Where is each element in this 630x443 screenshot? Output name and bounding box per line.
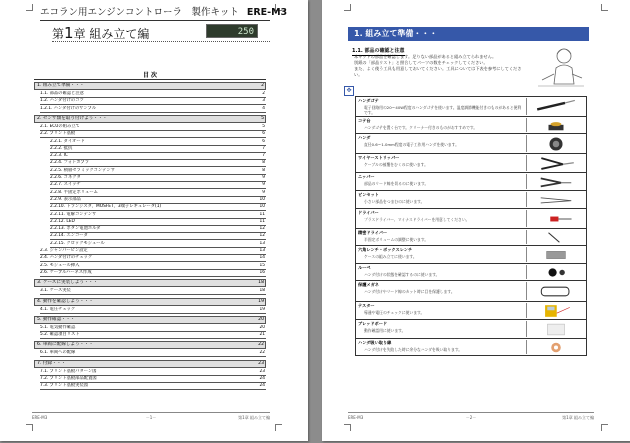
toc-entry-row (40, 332, 266, 339)
tool-row (355, 302, 587, 320)
page-footer (32, 412, 270, 421)
tool-image (526, 135, 585, 152)
tool-image (526, 265, 585, 279)
toc-entry-row (50, 241, 266, 248)
toc-page-number: 18 (258, 280, 264, 286)
toc-page-number: 20 (258, 316, 264, 322)
footer-page-number: －1－ (145, 415, 157, 420)
toc-entry-text: 3.1. ケース実装 (40, 288, 71, 294)
intro-line: 本キットの部品を確認します。足りない部品があると組み立てられません。 (354, 54, 497, 59)
toc-page-number: 2 (262, 91, 265, 96)
toc-entry-row (50, 212, 266, 219)
tool-name: ブレッドボード (358, 321, 388, 326)
tool-row (355, 281, 587, 302)
tweezers-icon (527, 192, 585, 208)
model-code: ERE-M3 (246, 7, 288, 18)
tool-description: 動作確認用に使います。 (364, 328, 406, 333)
toc-page-number: 13 (259, 248, 265, 253)
toc-page-number: 24 (259, 383, 265, 389)
toc-section-row (34, 316, 266, 324)
toc-entry-row (50, 190, 266, 197)
tool-description: プラスドライバー、マイナスドライバーを用意してください。 (364, 217, 470, 222)
tool-image (526, 303, 585, 318)
footer-right: 第1章 組み立て編 (562, 415, 594, 420)
toc-entry-row (40, 131, 266, 138)
tool-row (355, 191, 587, 209)
toc-entry-text: 2.2. プリント基板 (40, 131, 76, 137)
tool-name: 精密ドライバー (358, 230, 388, 235)
toc-entry-text: 2.2.9. 表示部品 (50, 196, 81, 202)
toc-page-number: 4 (262, 105, 265, 111)
toc-entry-row (50, 153, 266, 160)
toc-page-number: 15 (259, 262, 265, 268)
tool-description: ハンダ付けを失敗した時に余分なハンダを吸い取ります。 (364, 347, 463, 352)
tool-image (526, 210, 585, 227)
toc-page-number: 10 (259, 204, 265, 210)
toc-entry-text: 1. 組み立て準備・・・ (37, 83, 85, 88)
toc-entry-row (50, 146, 266, 153)
toc-page-number: 12 (259, 233, 265, 239)
screwdriver-icon (527, 210, 585, 228)
toc-page-number: 23 (259, 368, 265, 374)
tool-name: ワイヤーストリッパー (358, 155, 400, 160)
toc-page-number: 18 (259, 288, 265, 294)
intro-text (354, 54, 524, 78)
intro-line: また、よく使う工具も用意しておいてください。工具については下表を参考にしてください。 (354, 66, 522, 77)
toc-entry-row (50, 219, 266, 226)
crop-mark (601, 424, 608, 431)
toc-entry-text: 2.2.7. スイッチ (50, 182, 81, 188)
toc-entry-text: 5.2. 確認項目リスト (40, 332, 80, 338)
tool-image (526, 118, 585, 132)
toc-page-number: 20 (259, 324, 265, 330)
tool-description: ケーブルの被覆をむくのに使います。 (364, 162, 428, 167)
toc-page-number: 5 (262, 123, 265, 129)
footer-left: ERE-M3 (348, 415, 364, 420)
tool-image (526, 174, 585, 189)
tool-image (526, 340, 585, 354)
toc-entry-text: 2.2.1. ダイオード (50, 138, 85, 144)
crop-mark (344, 424, 351, 431)
toc-page-number: 9 (262, 189, 265, 195)
toc-entry-row (40, 325, 266, 332)
crop-mark (26, 424, 33, 431)
toc-entry-text: 7.3. プリント基板実装図 (40, 383, 89, 389)
footer-right: 第1章 組み立て編 (238, 415, 270, 420)
goggles-icon (527, 282, 585, 301)
toc-page-number: 19 (259, 306, 265, 312)
toc-entry-row (40, 270, 266, 277)
toc-entry-text: 1.1. 部品の確認と注意 (40, 91, 84, 96)
toc-page-number: 13 (259, 240, 265, 246)
toc-entry-row (40, 307, 266, 314)
tool-description: 半固定ボリュームの調整に使います。 (364, 237, 429, 242)
toc-page-number: 9 (262, 175, 265, 180)
tool-image (526, 98, 585, 115)
toc-page-number: 7 (262, 153, 265, 159)
tool-description: 導通や電圧のチェックに使います。 (364, 310, 425, 315)
toc-entry-text: 6.1. 車両への配線 (40, 350, 76, 356)
tool-name: ニッパー (358, 174, 375, 179)
toc-heading: 目 次 (34, 70, 266, 80)
toc-entry-row (40, 288, 266, 295)
toc-page-number: 11 (259, 211, 265, 217)
tool-row (355, 209, 587, 229)
toc-entry-text: 2.1. ECUの組み立て (40, 123, 80, 129)
toc-section-row (34, 82, 266, 90)
toc-entry-text: 2.6. ケーブルハーネス作成 (40, 269, 92, 275)
toc-entry-row (50, 175, 266, 182)
toc-page-number: 12 (259, 226, 265, 232)
toc-page-number: 24 (259, 376, 265, 381)
crop-mark (344, 4, 351, 11)
tool-row (355, 339, 587, 356)
toc-page-number: 19 (258, 298, 264, 304)
toc-entry-text: 5.1. 電気動作確認 (40, 324, 76, 330)
tool-description: 直径0.6〜1.0mm程度の電子工作用ハンダを使います。 (364, 142, 459, 147)
document-title (40, 4, 287, 18)
toc-entry-text: 2.2.11. 電解コンデンサ (50, 211, 97, 217)
toc-page-number: 8 (262, 167, 265, 173)
toc-entry-text: 2.2.13. ボタン電池ホルダ (50, 226, 101, 232)
toc-entry-row (40, 106, 266, 113)
chapter-heading (52, 24, 149, 42)
toc-page-number: 21 (259, 332, 265, 338)
toc-entry-text: 6. 車両に配線しよう・・・ (37, 342, 94, 348)
toc-entry-row (50, 139, 266, 146)
toc-entry-text: 3. ケースに実装しよう・・・ (37, 280, 98, 286)
left-page (0, 0, 308, 441)
toc-entry-text: 2.3. ジャンパーピン設定 (40, 248, 88, 253)
toc-entry-row (50, 204, 266, 211)
toc-entry-row (40, 98, 266, 105)
tool-image (526, 321, 585, 337)
toc-entry-row (40, 248, 266, 255)
toc-page-number: 22 (258, 342, 264, 348)
precision-driver-icon (527, 230, 585, 245)
toc-entry-text: 2.2.2. 抵抗 (50, 145, 73, 151)
toc-page-number: 6 (262, 131, 265, 137)
tool-description: ハンダ付けやリード線のカット時に目を保護します。 (364, 289, 455, 294)
tool-row (355, 264, 587, 281)
toc-entry-text: 2.2.15. クロックモジュール (50, 240, 105, 246)
toc-entry-text: 7.2. プリント基板部品配置図 (40, 376, 97, 381)
toc-section-row (34, 298, 266, 306)
toc-page-number: 9 (262, 182, 265, 188)
nipper-icon (527, 174, 585, 190)
toc-section-row (34, 341, 266, 349)
toc-entry-text: 2.2.6. コネクタ (50, 175, 81, 180)
solder-reel-icon (527, 135, 585, 153)
toc-entry-text: 4.1. 電圧チェック (40, 306, 76, 312)
toc-entry-text: 2.2.10. トランジスタ、MOSFET、3端子レギュレータ(1) (50, 204, 162, 210)
toc-entry-text: 2.2.5. 積層セラミックコンデンサ (50, 167, 115, 173)
tool-row (355, 246, 587, 264)
page-footer (348, 412, 594, 421)
tool-name: ルーペ (358, 265, 371, 270)
toc-page-number: 23 (258, 360, 264, 366)
tool-name: ピンセット (358, 192, 379, 197)
toc-entry-row (40, 255, 266, 262)
tools-table (355, 96, 587, 356)
toc-entry-row (40, 383, 266, 390)
tool-image (526, 192, 585, 207)
loupe-icon (527, 265, 585, 280)
wire-stripper-icon (527, 155, 585, 172)
toc-section-row (34, 279, 266, 287)
chapter-number: 1 (64, 24, 74, 42)
toc-page-number: 22 (259, 350, 265, 356)
chapter-title: 章 組み立て編 (73, 27, 150, 41)
tool-name: コテ台 (358, 118, 371, 123)
toc-entry-row (50, 233, 266, 240)
tool-image (526, 247, 585, 262)
tool-image (526, 282, 585, 300)
wrench-icon (527, 247, 585, 263)
section-heading: 1.1. 部品の確認と注意 (352, 48, 405, 54)
toc-page-number: 14 (259, 255, 265, 261)
toc-entry-text: 2.2.8. 半固定ボリューム (50, 189, 98, 195)
intro-line: 別紙の「部品リスト」と照合してパーツの数をチェックしてください。 (354, 60, 488, 65)
tool-row (355, 229, 587, 246)
toc-page-number: 11 (259, 218, 265, 224)
toc-entry-row (40, 376, 266, 383)
soldering-person-illustration (534, 44, 586, 90)
move-handle-icon[interactable]: ✥ (344, 86, 354, 96)
tool-name: ハンダゴテ (358, 98, 379, 103)
document-title-text: エコラン用エンジンコントローラ 製作キット (40, 7, 239, 18)
toc-entry-row (40, 350, 266, 357)
footer-left: ERE-M3 (32, 415, 48, 420)
tool-description: 電子回路用の20〜40W程度のハンダゴテを使います。温度調節機能付きのものがあると便利です。 (364, 105, 522, 115)
tool-name: ハンダ (358, 135, 371, 140)
toc-page-number: 8 (262, 160, 265, 166)
toc-entry-text: 4. 動作を確認しよう・・・ (37, 298, 94, 304)
tool-description: ケースの組み立てに使います。 (364, 254, 417, 259)
toc-page-number: 3 (262, 98, 265, 104)
toc-page-number: 10 (259, 196, 265, 202)
toc-page-number: 6 (262, 138, 265, 144)
toc-entry-text: 2.2.4. フォトカプラ (50, 160, 90, 166)
crop-mark (601, 4, 608, 11)
soldering-iron-icon (527, 98, 585, 116)
toc-entry-text: 2.2.14. エンコーダ (50, 233, 88, 239)
iron-stand-icon (527, 118, 585, 133)
tool-row (355, 97, 587, 117)
tool-image (526, 155, 585, 171)
toc-page-number: 7 (262, 145, 265, 151)
crop-mark (26, 4, 33, 11)
toc-entry-text: 1.2. ハンダ付けのコツ (40, 98, 84, 104)
toc-entry-text: 2.2.12. LED (50, 218, 75, 224)
chapter-rule (52, 41, 270, 42)
tool-image (526, 230, 585, 244)
toc-entry-text: 7.1. プリント基板パターン図 (40, 368, 97, 374)
tool-description: 小さい部品をつまむのに使います。 (364, 199, 425, 204)
toc-entry-row (50, 182, 266, 189)
toc-page-number: 5 (261, 115, 264, 121)
tool-name: 六角レンチ・ボックスレンチ (358, 247, 413, 252)
toc-entry-text: 7. 付録・・・ (37, 360, 66, 366)
lcd-display-image: 250 (206, 24, 258, 38)
toc-entry-row (50, 226, 266, 233)
desoldering-wick-icon (527, 340, 585, 355)
tool-description: ハンダゴテを置く台です。クリーナー付きのものがおすすめです。 (364, 125, 478, 130)
toc-entry-text: 2. センサ類を取り付けよう・・・ (37, 115, 108, 121)
tool-row (355, 134, 587, 154)
toc-entry-text: 2.5. モジュール挿入 (40, 262, 80, 268)
section-banner: 1. 組み立て準備・・・ (348, 27, 589, 41)
tool-name: 保護メガネ (358, 282, 379, 287)
footer-page-number: －2－ (465, 415, 477, 420)
toc-entry-text: 5. 動作確認・・・ (37, 316, 76, 322)
toc-entry-row (50, 160, 266, 167)
toc-entry-row (50, 168, 266, 175)
chapter-prefix: 第 (52, 27, 65, 41)
toc-page-number: 16 (259, 269, 265, 275)
toc-entry-row (40, 124, 266, 131)
tool-row (355, 173, 587, 191)
toc-entry-row (40, 369, 266, 376)
tool-name: ドライバー (358, 210, 379, 215)
breadboard-icon (527, 321, 585, 338)
tester-icon (527, 303, 585, 319)
toc-section-row (34, 360, 266, 368)
tool-row (355, 117, 587, 134)
tool-description: 部品のリード線を切るのに使います。 (364, 181, 429, 186)
toc-section-row (34, 115, 266, 123)
tool-name: テスター (358, 303, 375, 308)
header-rule (40, 20, 270, 21)
toc-page-number: 2 (261, 83, 264, 88)
tool-description: ハンダ付けの状態を確認するのに使います。 (364, 272, 440, 277)
tool-name: ハンダ吸い取り線 (358, 340, 392, 345)
toc-entry-row (40, 91, 266, 98)
toc-entry-text: 2.2.3. IC (50, 153, 68, 159)
right-page (322, 0, 630, 441)
tool-row (355, 154, 587, 173)
toc-entry-row (50, 197, 266, 204)
toc-entry-text: 1.2.1. ハンダ付けのサンプル (40, 105, 97, 111)
toc-entry-text: 2.4. ハンダ付けのチェック (40, 255, 93, 261)
crop-mark (275, 424, 282, 431)
toc-entry-row (40, 263, 266, 270)
tool-row (355, 320, 587, 339)
